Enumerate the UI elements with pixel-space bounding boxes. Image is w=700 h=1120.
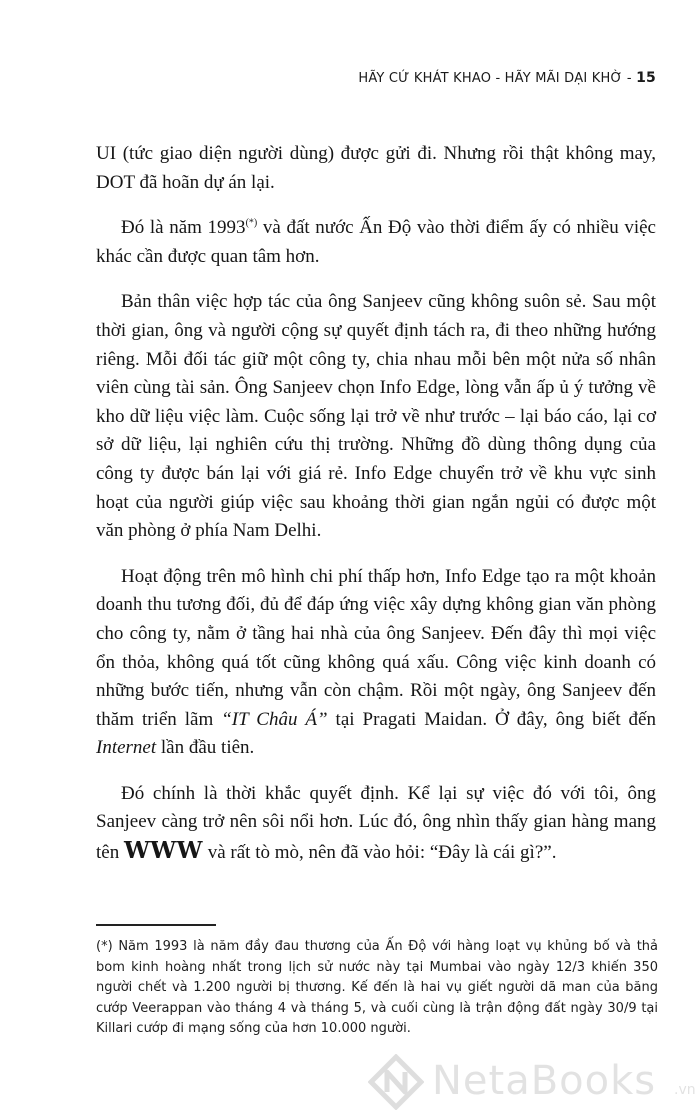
paragraph-1 (96, 140, 656, 197)
paragraph-5-text-b: và rất tò mò, nên đã vào hỏi: “Đây là cái gì?”. (202, 842, 557, 864)
running-head (300, 70, 656, 86)
footnote: (*) Năm 1993 là năm đầy đau thương của Ấn Độ với hàng loạt vụ khủng bố và thả bom kinh hoàng nhất trong lịch sử nước này tại Mumbai vào ngày 12/3 khiến 350 người chết và 1.200 người bị thương. Kế đến là hai vụ giết người dã man của băng cướp Veerappan vào tháng 4 và tháng 5, và cuối cùng là trận động đất ngày 30/9 tại Killari cướp đi mạng sống của hơn 10.000 người. (96, 939, 658, 1037)
watermark-brand: NetaBooks (432, 1058, 657, 1104)
internet-term: Internet (96, 737, 157, 759)
footnote-reference: (*) (245, 217, 258, 229)
paragraph-4-text-a: Hoạt động trên mô hình chi phí thấp hơn, Info Edge tạo ra một khoản doanh thu tương đối, đủ để đáp ứng việc xây dựng không gian văn phòng cho công ty, nằm ở tầng hai nhà của ông Sanjeev. Đến đây thì mọi việc ổn thỏa, không quá tốt cũng không quá xấu. Công việc kinh doanh có những bước tiến, nhưng vẫn còn chậm. Rồi một ngày, ông Sanjeev đến thăm triển lãm (96, 565, 656, 730)
footnote-divider (96, 924, 216, 926)
paragraph-4-text-c: lần đầu tiên. (156, 737, 255, 759)
paragraph-3 (96, 288, 656, 545)
paragraph-5-text-a: Đó chính là thời khắc quyết định. Kể lại sự việc đó với tôi, ông Sanjeev càng trở nên sôi nổi hơn. Lúc đó, ông nhìn thấy gian hàng mang tên (96, 782, 656, 864)
page-number: 15 (636, 70, 656, 86)
paragraph-3-text: Bản thân việc hợp tác của ông Sanjeev cũng không suôn sẻ. Sau một thời gian, ông và người cộng sự quyết định tách ra, đi theo những hướng riêng. Mỗi đối tác giữ một công ty, chia nhau mỗi bên một nửa số nhân viên cùng tài sản. Ông Sanjeev chọn Info Edge, lòng vẫn ấp ủ ý tưởng về kho dữ liệu việc làm. Cuộc sống lại trở về như trước – lại báo cáo, lại cơ sở dữ liệu, lại nghiên cứu thị trường. Những đồ dùng thông dụng của công ty được bán lại với giá rẻ. Info Edge chuyển trở về khu vực sinh hoạt của người giúp việc sau khoảng thời gian ngắn ngủi có được một văn phòng ở phía Nam Delhi. (96, 291, 656, 542)
paragraph-5 (96, 780, 656, 868)
watermark-suffix: .vn (674, 1082, 696, 1098)
paragraph-2 (96, 214, 656, 271)
paragraph-4 (96, 563, 656, 763)
paragraph-4-text-b: tại Pragati Maidan. Ở đây, ông biết đến (327, 708, 656, 730)
watermark (368, 1052, 698, 1112)
body-text (96, 140, 656, 885)
running-head-title: HÃY CỨ KHÁT KHAO - HÃY MÃI DẠI KHỜ - (358, 71, 632, 86)
www-term: WWW (123, 837, 203, 865)
paragraph-2-text-a: Đó là năm 1993 (121, 217, 246, 239)
paragraph-2-text-b: và đất nước Ấn Độ vào thời điểm ấy có nhiều việc khác cần được quan tâm hơn. (96, 217, 656, 267)
paragraph-1-text: UI (tức giao diện người dùng) được gửi đi. Nhưng rồi thật không may, DOT đã hoãn dự án lại. (96, 143, 656, 193)
exhibition-name: “IT Châu Á” (221, 708, 328, 730)
netabooks-logo-icon (368, 1054, 424, 1110)
